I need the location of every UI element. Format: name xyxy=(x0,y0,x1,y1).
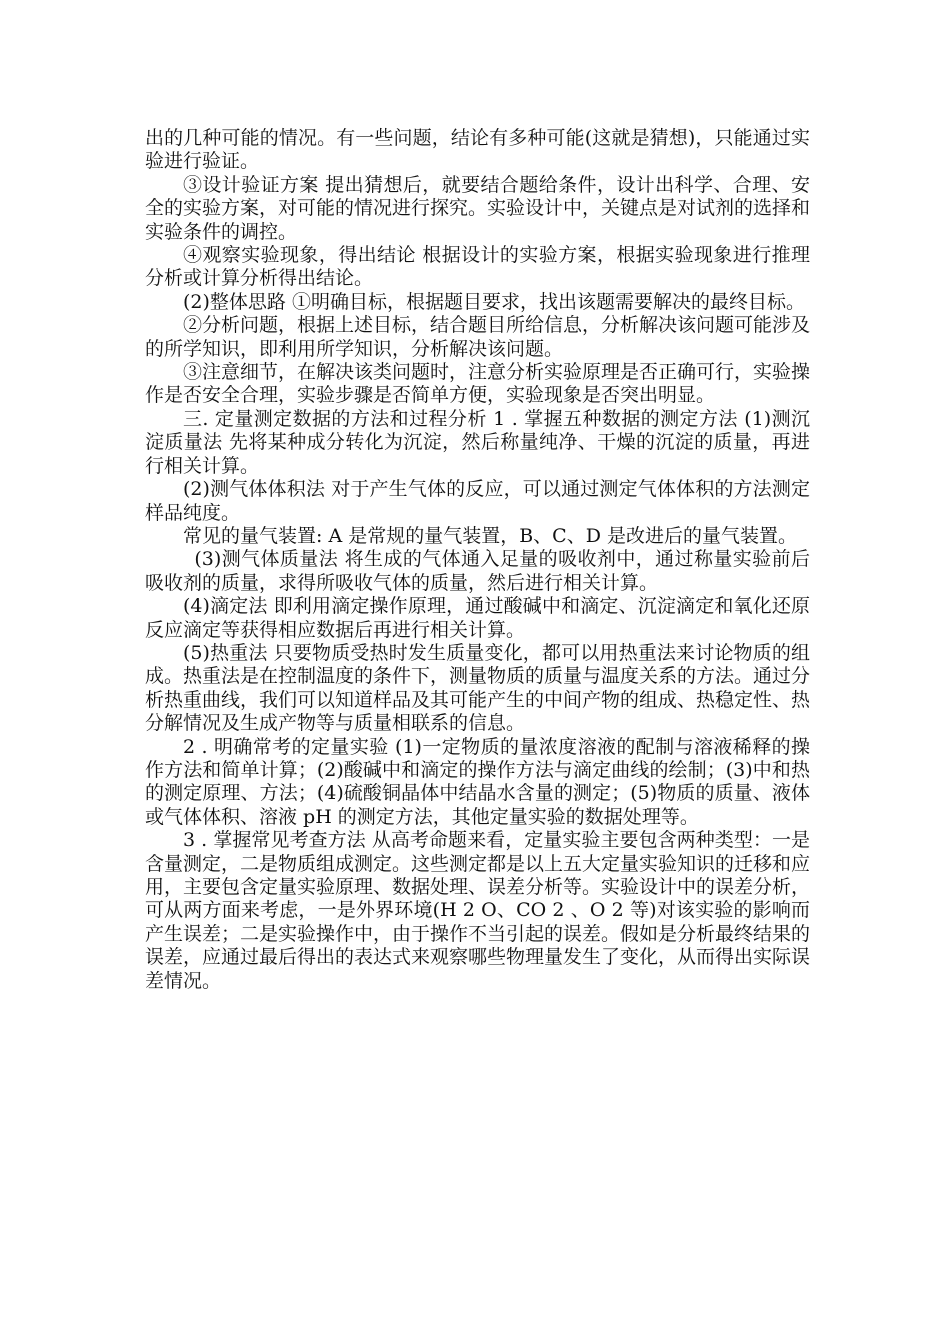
paragraph-titration: (4)滴定法 即利用滴定操作原理，通过酸碱中和滴定、沉淀滴定和氧化还原反应滴定等获得相应数据后再进行相关计算。 xyxy=(145,595,810,641)
paragraph-gas-apparatus: 常见的量气装置: A 是常规的量气装置，B、C、D 是改进后的量气装置。 xyxy=(183,524,797,547)
paragraph-overall-approach: (2)整体思路 ①明确目标，根据题目要求，找出该题需要解决的最终目标。 xyxy=(183,290,805,313)
paragraph-section-three: 三. 定量测定数据的方法和过程分析 1 . 掌握五种数据的测定方法 (1)测沉淀质量法 先将某种成分转化为沉淀，然后称量纯净、干燥的沉淀的质量，再进行相关计算。 xyxy=(145,407,810,477)
paragraph-attention-details: ③注意细节，在解决该类问题时，注意分析实验原理是否正确可行，实验操作是否安全合理，实验步骤是否简单方便，实验现象是否突出明显。 xyxy=(145,361,811,407)
paragraph-continuation: 出的几种可能的情况。有一些问题，结论有多种可能(这就是猜想)，只能通过实验进行验证。 xyxy=(145,127,810,173)
paragraph-gas-mass: (3)测气体质量法 将生成的气体通入足量的吸收剂中，通过称量实验前后吸收剂的质量，求得所吸收气体的质量，然后进行相关计算。 xyxy=(145,548,810,594)
paragraph-observe-results: ④观察实验现象，得出结论 根据设计的实验方案，根据实验现象进行推理分析或计算分析得出结论。 xyxy=(145,244,810,290)
paragraph-thermogravimetry: (5)热重法 只要物质受热时发生质量变化，都可以用热重法来讨论物质的组成。热重法是在控制温度的条件下，测量物质的质量与温度关系的方法。通过分析热重曲线，我们可以知道样品及其可能产生的中间产物的组成、热稳定性、热分解情况及生成产物等与质量相联系的信息。 xyxy=(145,641,811,735)
paragraph-common-experiments: 2 . 明确常考的定量实验 (1)一定物质的量浓度溶液的配制与溶液稀释的操作方法和简单计算；(2)酸碱中和滴定的操作方法与滴定曲线的绘制；(3)中和热的测定原理、方法；(4)硫酸铜晶体中结晶水含量的测定；(5)物质的质量、液体或气体体积、溶液 pH 的测定方法，其他定量实验的数据处理等。 xyxy=(145,735,810,828)
paragraph-exam-methods: 3 . 掌握常见考查方法 从高考命题来看，定量实验主要包含两种类型：一是含量测定，二是物质组成测定。这些测定都是以上五大定量实验知识的迁移和应用，主要包含定量实验原理、数据处理、误差分析等。实验设计中的误差分析，可从两方面来考虑，一是外界环境(H 2 O、CO 2 、O 2 等)对该实验的影响而产生误差；二是实验操作中，由于操作不当引起的误差。假如是分析最终结果的误差，应通过最后得出的表达式来观察哪些物理量发生了变化，从而得出实际误差情况。 xyxy=(145,829,811,992)
document-page xyxy=(145,127,810,993)
paragraph-gas-volume: (2)测气体体积法 对于产生气体的反应，可以通过测定气体体积的方法测定样品纯度。 xyxy=(145,478,810,524)
paragraph-analyze-problem: ②分析问题，根据上述目标，结合题目所给信息，分析解决该问题可能涉及的所学知识，即利用所学知识，分析解决该问题。 xyxy=(145,314,811,360)
paragraph-design-plan: ③设计验证方案 提出猜想后，就要结合题给条件，设计出科学、合理、安全的实验方案，对可能的情况进行探究。实验设计中，关键点是对试剂的选择和实验条件的调控。 xyxy=(145,173,811,243)
